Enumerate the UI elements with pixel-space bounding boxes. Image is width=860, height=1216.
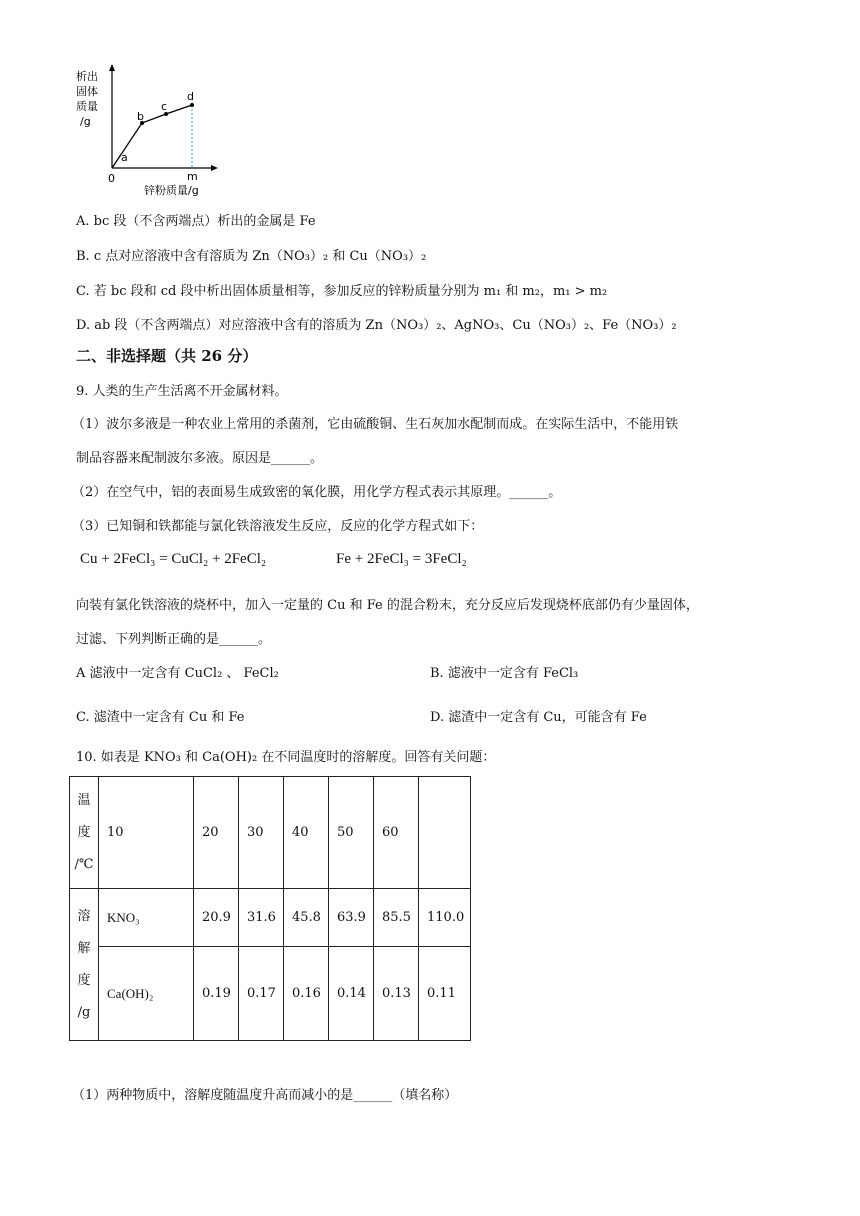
point-label-b: b xyxy=(137,110,144,123)
q9-stem: 9. 人类的生产生活离不开金属材料。 xyxy=(76,384,288,399)
caoh2-value: 0.11 xyxy=(419,947,471,1041)
solubility-table xyxy=(69,776,471,1041)
sol-header-char-3: 度 xyxy=(77,972,91,988)
temp-cell: 30 xyxy=(239,777,284,889)
point-label-d: d xyxy=(187,90,194,103)
q9-part4-line2: 过滤、下列判断正确的是______。 xyxy=(76,632,272,647)
q8-option-a: A. bc 段（不含两端点）析出的金属是 Fe xyxy=(76,214,316,229)
sol-header-char-4: /g xyxy=(77,1004,91,1020)
caoh2-value: 0.17 xyxy=(239,947,284,1041)
sol-header-char-2: 解 xyxy=(77,940,91,956)
q8-option-b: B. c 点对应溶液中含有溶质为 Zn（NO₃）₂ 和 Cu（NO₃）₂ xyxy=(76,249,427,264)
y-label-1: 析出 xyxy=(76,70,98,83)
caoh2-row xyxy=(70,947,471,1041)
temp-cell xyxy=(419,777,471,889)
q9-part1-line2: 制品容器来配制波尔多液。原因是______。 xyxy=(76,451,324,466)
q9-part4-line1: 向装有氯化铁溶液的烧杯中，加入一定量的 Cu 和 Fe 的混合粉末，充分反应后发现烧杯底部仍有少量固体， xyxy=(76,598,699,613)
temperature-header xyxy=(70,777,99,889)
point-d xyxy=(190,103,194,107)
kno3-value: 20.9 xyxy=(194,889,239,947)
point-label-a: a xyxy=(121,151,128,164)
q9-option-b: B. 滤液中一定含有 FeCl₃ xyxy=(430,666,579,681)
solubility-header xyxy=(70,889,99,1041)
equation-copper: Cu + 2FeCl₃ = CuCl₂ + 2FeCl₂ xyxy=(80,551,267,567)
temp-cell: 50 xyxy=(329,777,374,889)
caoh2-value: 0.13 xyxy=(374,947,419,1041)
q9-option-d: D. 滤渣中一定含有 Cu，可能含有 Fe xyxy=(430,710,647,725)
q9-part3: （3）已知铜和铁都能与氯化铁溶液发生反应，反应的化学方程式如下： xyxy=(72,519,484,534)
q9-option-a: A 滤液中一定含有 CuCl₂ 、 FeCl₂ xyxy=(76,666,279,681)
kno3-value: 45.8 xyxy=(284,889,329,947)
kno3-value: 31.6 xyxy=(239,889,284,947)
point-label-c: c xyxy=(161,100,168,113)
q9-part2: （2）在空气中，铝的表面易生成致密的氧化膜，用化学方程式表示其原理。______。 xyxy=(72,485,562,500)
q8-option-d: D. ab 段（不含两端点）对应溶液中含有的溶质为 Zn（NO₃）₂、AgNO₃、Cu（NO₃）₂、Fe（NO₃）₂ xyxy=(76,318,677,333)
temp-cell: 10 xyxy=(99,777,194,889)
y-axis-arrow xyxy=(109,64,115,71)
temp-header-char-1: 温 xyxy=(77,792,91,808)
temp-header-char-2: 度 xyxy=(77,824,91,840)
origin-label: 0 xyxy=(108,172,115,185)
temperature-row xyxy=(70,777,471,889)
caoh2-value: 0.14 xyxy=(329,947,374,1041)
y-label-2: 固体 xyxy=(76,85,98,98)
equation-iron: Fe + 2FeCl₃ = 3FeCl₂ xyxy=(336,551,467,567)
temp-cell: 40 xyxy=(284,777,329,889)
m-label: m xyxy=(187,170,198,183)
zinc-solid-mass-chart xyxy=(74,60,234,200)
x-axis-label: 锌粉质量/g xyxy=(144,184,199,197)
kno3-value: 85.5 xyxy=(374,889,419,947)
q10-stem: 10. 如表是 KNO₃ 和 Ca(OH)₂ 在不同温度时的溶解度。回答有关问题： xyxy=(76,750,496,765)
q9-part1-line1: （1）波尔多液是一种农业上常用的杀菌剂，它由硫酸铜、生石灰加水配制而成。在实际生活中，不能用铁 xyxy=(72,417,679,432)
chart-svg xyxy=(74,60,234,200)
temp-cell: 20 xyxy=(194,777,239,889)
y-label-4: /g xyxy=(80,115,91,128)
kno3-value: 110.0 xyxy=(419,889,471,947)
kno3-value: 63.9 xyxy=(329,889,374,947)
temp-header-char-3: /℃ xyxy=(74,856,94,872)
q9-option-c: C. 滤渣中一定含有 Cu 和 Fe xyxy=(76,710,245,725)
caoh2-value: 0.16 xyxy=(284,947,329,1041)
q8-option-c: C. 若 bc 段和 cd 段中析出固体质量相等，参加反应的锌粉质量分别为 m₁ 和 m₂，m₁ > m₂ xyxy=(76,284,608,299)
kno3-row xyxy=(70,889,471,947)
q10-sub1: （1）两种物质中，溶解度随温度升高而减小的是______（填名称） xyxy=(72,1088,458,1103)
section-title: 二、非选择题（共 26 分） xyxy=(76,347,258,365)
temp-cell: 60 xyxy=(374,777,419,889)
caoh2-name: Ca(OH)₂ xyxy=(99,947,194,1041)
y-label-3: 质量 xyxy=(76,100,98,113)
sol-header-char-1: 溶 xyxy=(77,908,91,924)
x-axis-arrow xyxy=(211,165,218,171)
kno3-name: KNO₃ xyxy=(99,889,194,947)
caoh2-value: 0.19 xyxy=(194,947,239,1041)
